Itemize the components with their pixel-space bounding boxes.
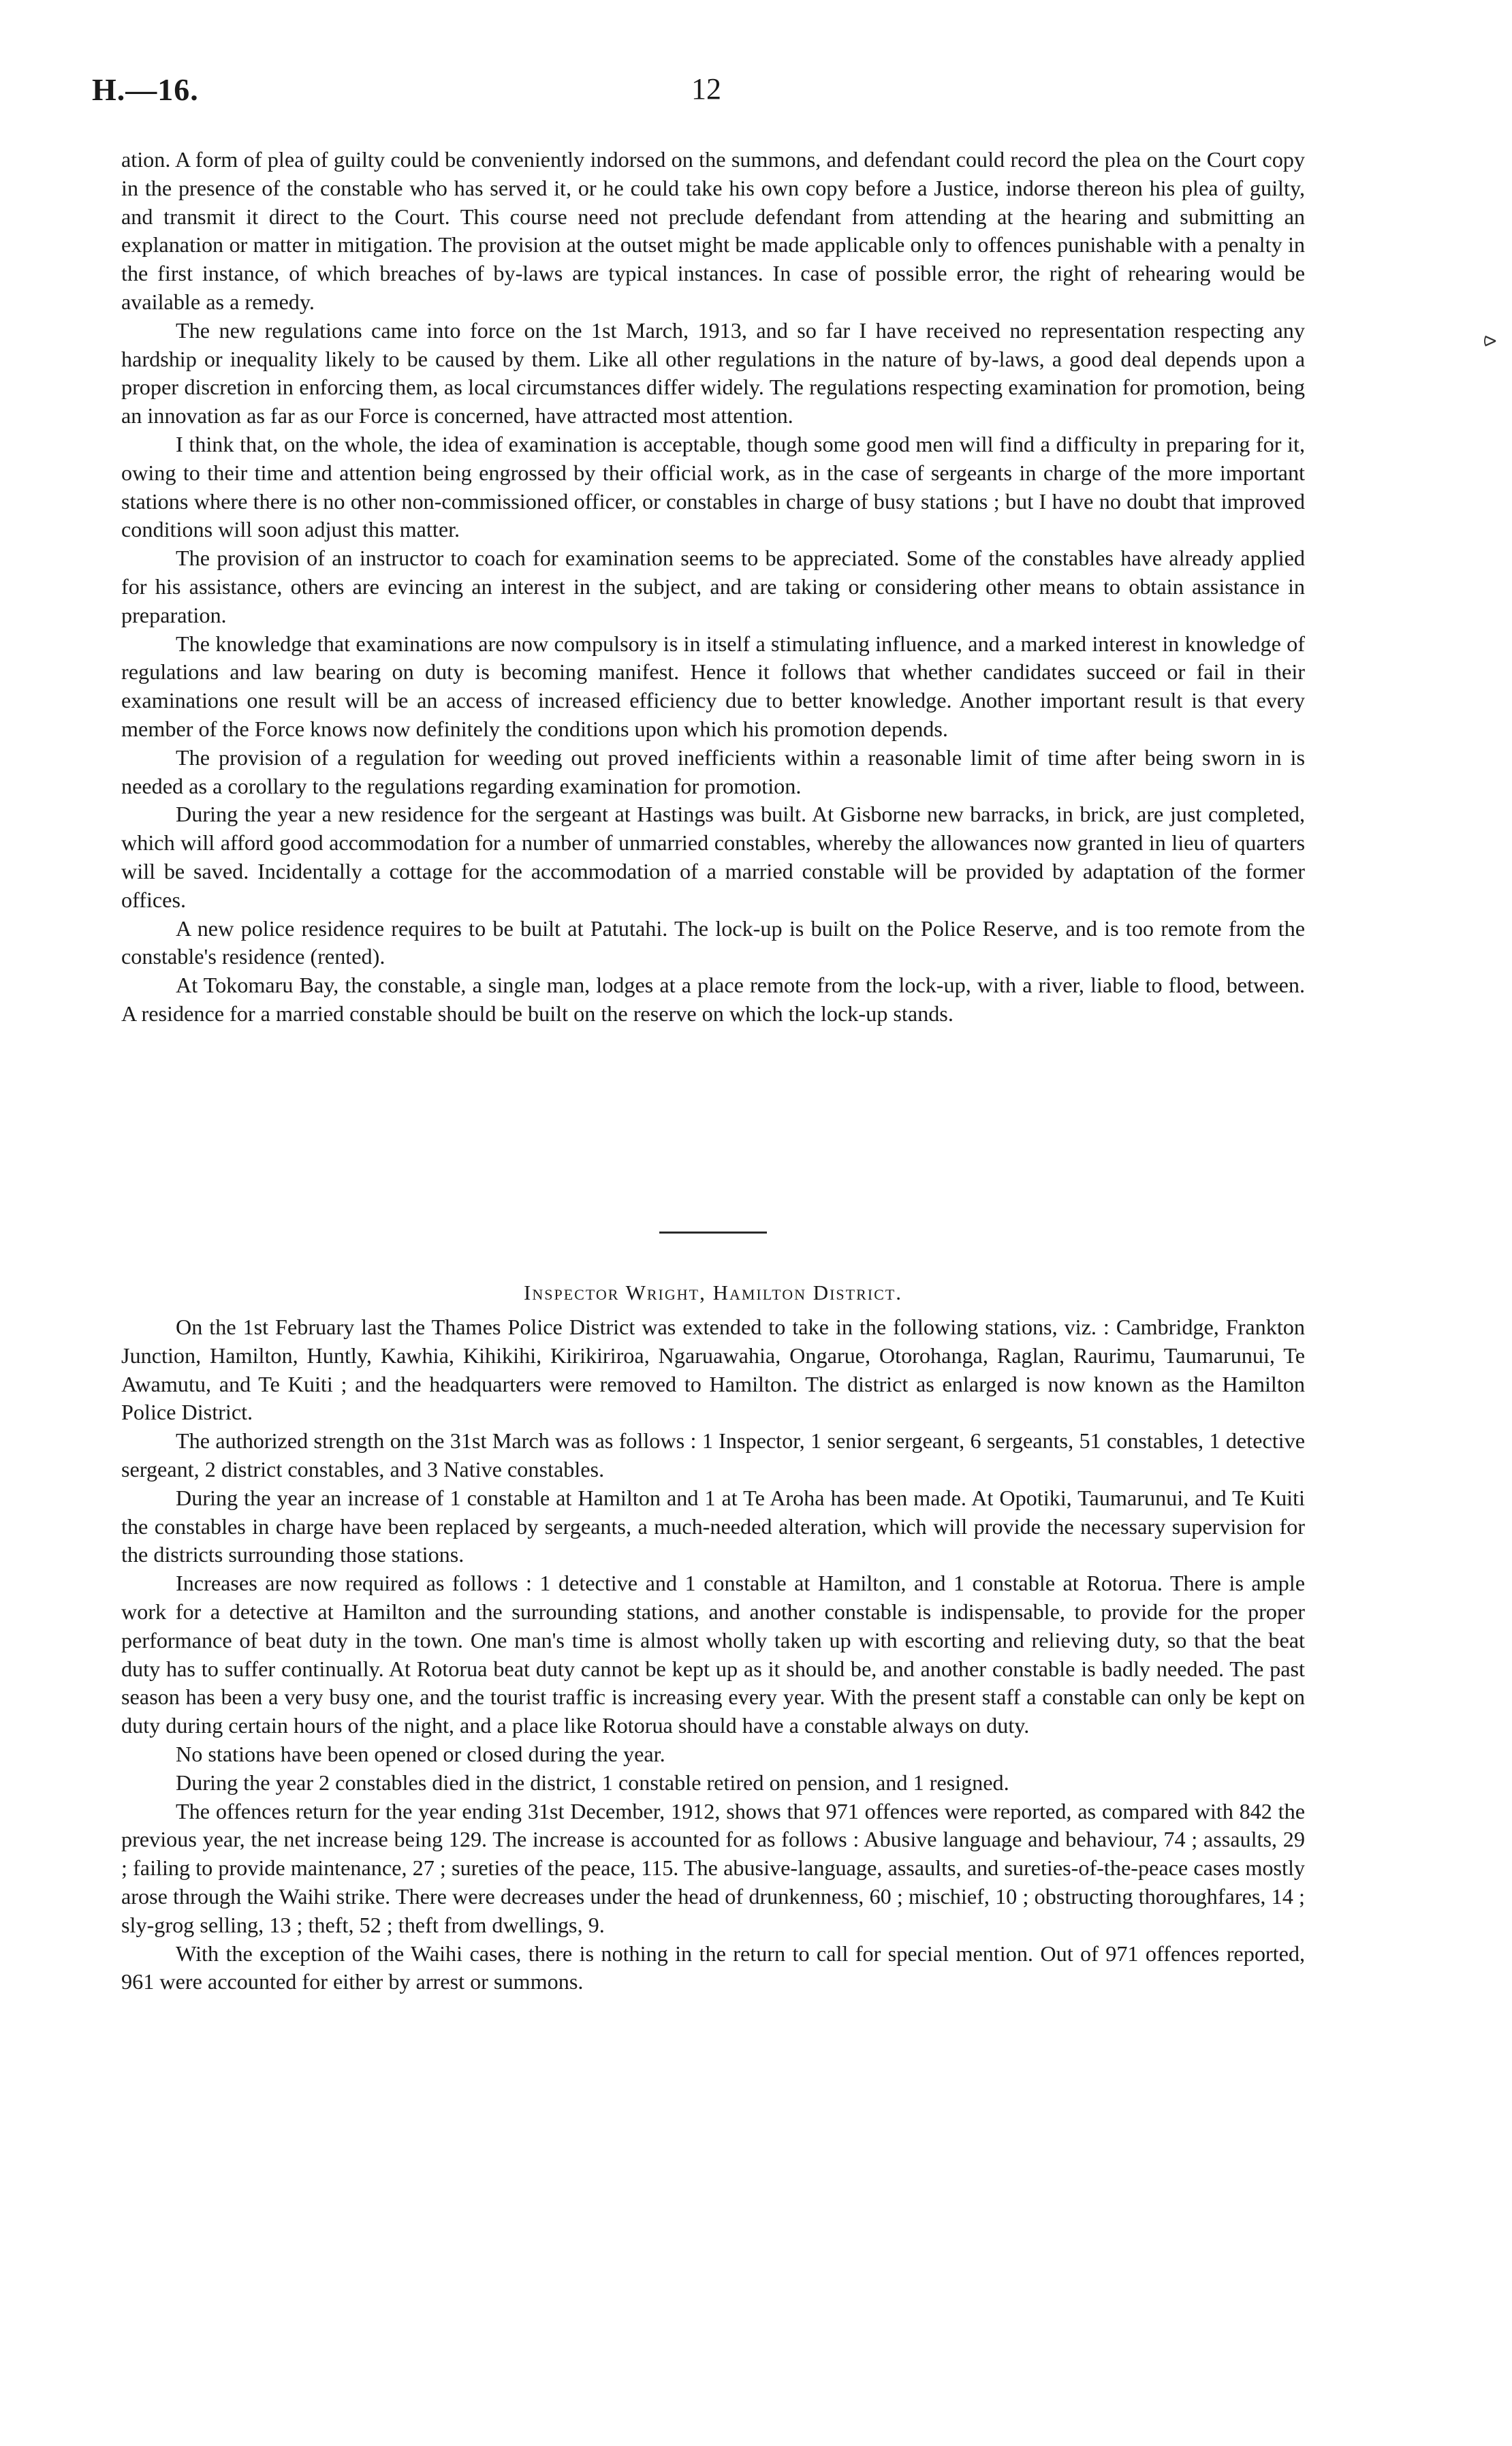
document-reference: H.—16. (92, 72, 199, 107)
margin-mark: ⪧ (1483, 327, 1497, 352)
paragraph: The knowledge that examinations are now compulsory is in itself a stimulating influence, and a marked interest in knowledge of regulations and law bearing on duty is becoming manifest. Hence it follows that whether candidates succeed or fail in their examinations one result will be an access of increased efficiency due to better knowledge. Another important result is that every member of the Force knows now definitely the conditions upon which his promotion depends. (121, 631, 1305, 741)
paragraph: Increases are now required as follows : 1 detective and 1 constable at Hamilton, and 1 constable at Rotorua. There is ample work for a detective at Hamilton and the surrounding stations, and another constable is indispensable, to provide for the proper performance of beat duty in the town. One man's time is almost wholly taken up with escorting and relieving duty, so that the beat duty has to suffer continually. At Rotorua beat duty cannot be kept up as it should be, and another constable is badly needed. The past season has been a very busy one, and the tourist traffic is increasing every year. With the present staff a constable can only be kept on duty during certain hours of the night, and a place like Rotorua should have a constable always on duty. (121, 1571, 1305, 1738)
body-text-part2 (121, 1313, 1305, 1996)
paragraph-continued: ation. A form of plea of guilty could be conveniently indorsed on the summons, and defendant could record the plea on the Court copy in the presence of the constable who has served it, or he could take his own copy before a Justice, indorse thereon his plea of guilty, and transmit it direct to the Court. This course need not preclude defendant from attending at the hearing and submitting an explanation or matter in mitigation. The provision at the outset might be made applicable only to offences punishable with a penalty in the first instance, of which breaches of by-laws are typical instances. In case of possible error, the right of rehearing would be available as a remedy. (121, 147, 1305, 314)
paragraph: The new regulations came into force on the 1st March, 1913, and so far I have received no representation respecting any hardship or inequality likely to be caused by them. Like all other regulations in the nature of by-laws, a good deal depends upon a proper discretion in enforcing them, as local circumstances differ widely. The regulations respecting examination for promotion, being an innovation as far as our Force is concerned, have attracted most attention. (121, 317, 1305, 428)
paragraph: A new police residence requires to be built at Patutahi. The lock-up is built on the Police Reserve, and is too remote from the constable's residence (rented). (121, 915, 1305, 969)
paragraph: With the exception of the Waihi cases, there is nothing in the return to call for special mention. Out of 971 offences reported, 961 were accounted for either by arrest or summons. (121, 1941, 1305, 1994)
paragraph: No stations have been opened or closed during the year. (176, 1741, 665, 1766)
paragraph: The offences return for the year ending 31st December, 1912, shows that 971 offences were reported, as compared with 842 the previous year, the net increase being 129. The increase is accounted for as follows : Abusive language and behaviour, 74 ; assaults, 29 ; failing to provide maintenance, 27 ; sureties of the peace, 115. The abusive-language, assaults, and sureties-of-the-peace cases mostly arose through the Waihi strike. There were decreases under the head of drunkenness, 60 ; mischief, 10 ; obstructing thoroughfares, 14 ; sly-grog selling, 13 ; theft, 52 ; theft from dwellings, 9. (121, 1798, 1305, 1937)
page-number: 12 (691, 72, 721, 106)
section-divider (659, 1232, 767, 1234)
paragraph: The authorized strength on the 31st March was as follows : 1 Inspector, 1 senior sergeant, 6 sergeants, 51 constables, 1 detective sergeant, 2 district constables, and 3 Native constables. (121, 1428, 1305, 1481)
paragraph: The provision of a regulation for weeding out proved inefficients within a reasonable limit of time after being sworn in is needed as a corollary to the regulations regarding examination for promotion. (121, 744, 1305, 798)
paragraph: The provision of an instructor to coach for examination seems to be appreciated. Some of the constables have already applied for his assistance, others are evincing an interest in the subject, and are taking or considering other means to obtain assistance in preparation. (121, 546, 1305, 627)
paragraph: During the year 2 constables died in the district, 1 constable retired on pension, and 1 resigned. (176, 1770, 1009, 1795)
body-text-part1 (121, 146, 1305, 1029)
page-header (92, 72, 1304, 126)
paragraph: During the year an increase of 1 constable at Hamilton and 1 at Te Aroha has been made. At Opotiki, Taumarunui, and Te Kuiti the constables in charge have been replaced by sergeants, a much-needed alteration, which will provide the necessary supervision for the districts surrounding those stations. (121, 1485, 1305, 1567)
paragraph: At Tokomaru Bay, the constable, a single man, lodges at a place remote from the lock-up, with a river, liable to flood, between. A residence for a married constable should be built on the reserve on which the lock-up stands. (121, 973, 1305, 1026)
section-heading: Inspector Wright, Hamilton District. (524, 1281, 902, 1304)
paragraph: On the 1st February last the Thames Police District was extended to take in the following stations, viz. : Cambridge, Frankton Junction, Hamilton, Huntly, Kawhia, Kihikihi, Kirikiriroa, Ngaruawahia, Ongarue, Otorohanga, Raglan, Raurimu, Taumarunui, Te Awamutu, and Te Kuiti ; and the headquarters were removed to Hamilton. The district as enlarged is now known as the Hamilton Police District. (121, 1315, 1305, 1425)
paragraph: During the year a new residence for the sergeant at Hastings was built. At Gisborne new barracks, in brick, are just completed, which will afford good accommodation for a number of unmarried constables, whereby the allowances now granted in lieu of quarters will be saved. Incidentally a cottage for the accommodation of a married constable will be provided by adaptation of the former offices. (121, 802, 1305, 912)
paragraph: I think that, on the whole, the idea of examination is acceptable, though some good men will find a difficulty in preparing for it, owing to their time and attention being engrossed by their official work, as in the case of sergeants in charge of the more important stations where there is no other non-commissioned officer, or constables in charge of busy stations ; but I have no doubt that improved conditions will soon adjust this matter. (121, 431, 1305, 542)
